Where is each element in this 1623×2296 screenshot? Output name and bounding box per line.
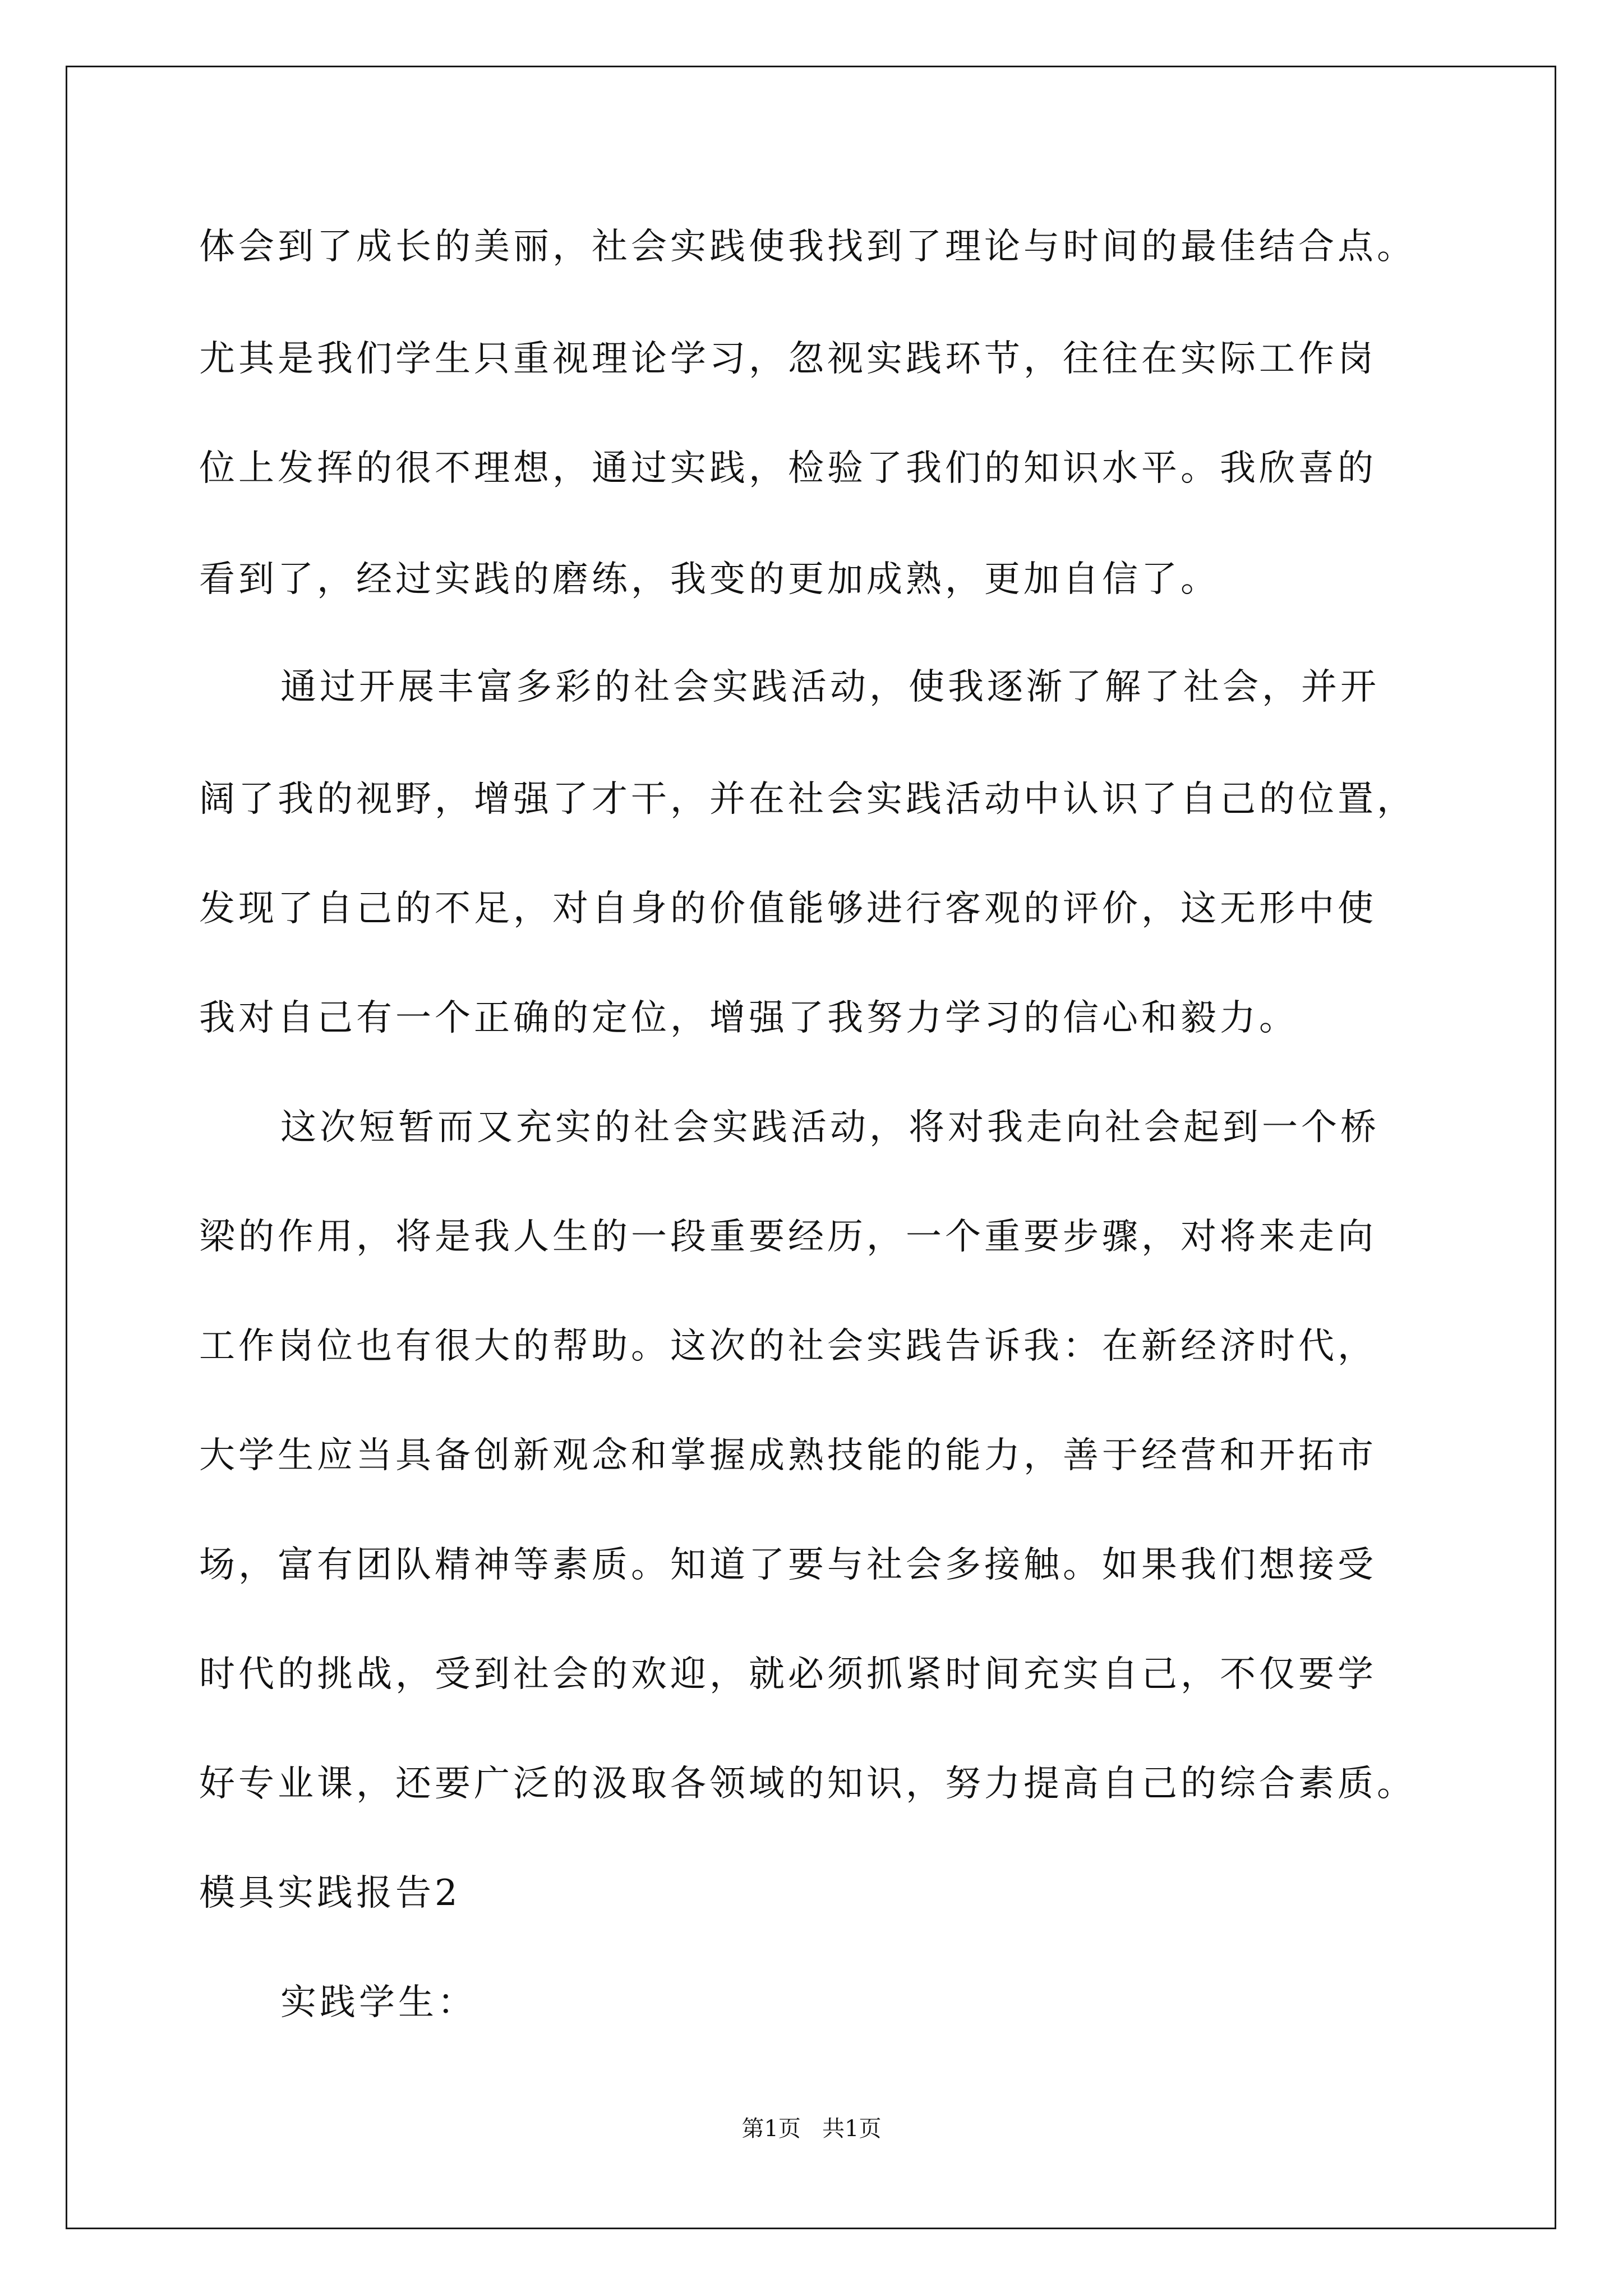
text-line: 梁的作用，将是我人生的一段重要经历，一个重要步骤，对将来走向 <box>199 1216 1377 1258</box>
paragraph-start-line: 通过开展丰富多彩的社会实践活动，使我逐渐了解了社会，并开 <box>280 666 1380 708</box>
paragraph-start-line: 实践学生： <box>280 1982 477 2023</box>
text-line: 看到了，经过实践的磨练，我变的更加成熟，更加自信了。 <box>199 559 1220 600</box>
text-line: 位上发挥的很不理想，通过实践，检验了我们的知识水平。我欣喜的 <box>199 448 1377 489</box>
text-line: 时代的挑战，受到社会的欢迎，就必须抓紧时间充实自己，不仅要学 <box>199 1654 1377 1695</box>
text-line: 我对自己有一个正确的定位，增强了我努力学习的信心和毅力。 <box>199 997 1298 1039</box>
page-footer: 第1页 共1页 <box>741 2116 882 2142</box>
text-line: 场，富有团队精神等素质。知道了要与社会多接触。如果我们想接受 <box>199 1544 1377 1586</box>
text-line: 阔了我的视野，增强了才干，并在社会实践活动中认识了自己的位置， <box>199 779 1416 820</box>
text-line: 尤其是我们学生只重视理论学习，忽视实践环节，往往在实际工作岗 <box>199 338 1377 380</box>
text-line: 好专业课，还要广泛的汲取各领域的知识，努力提高自己的综合素质。 <box>199 1763 1416 1805</box>
text-line: 体会到了成长的美丽，社会实践使我找到了理论与时间的最佳结合点。 <box>199 226 1416 268</box>
text-line: 发现了自己的不足，对自身的价值能够进行客观的评价，这无形中使 <box>199 888 1377 930</box>
text-line: 大学生应当具备创新观念和掌握成熟技能的能力，善于经营和开拓市 <box>199 1435 1377 1476</box>
section-heading: 模具实践报告2 <box>199 1872 461 1914</box>
text-line: 工作岗位也有很大的帮助。这次的社会实践告诉我：在新经济时代， <box>199 1326 1377 1367</box>
paragraph-start-line: 这次短暂而又充实的社会实践活动，将对我走向社会起到一个桥 <box>280 1107 1380 1148</box>
